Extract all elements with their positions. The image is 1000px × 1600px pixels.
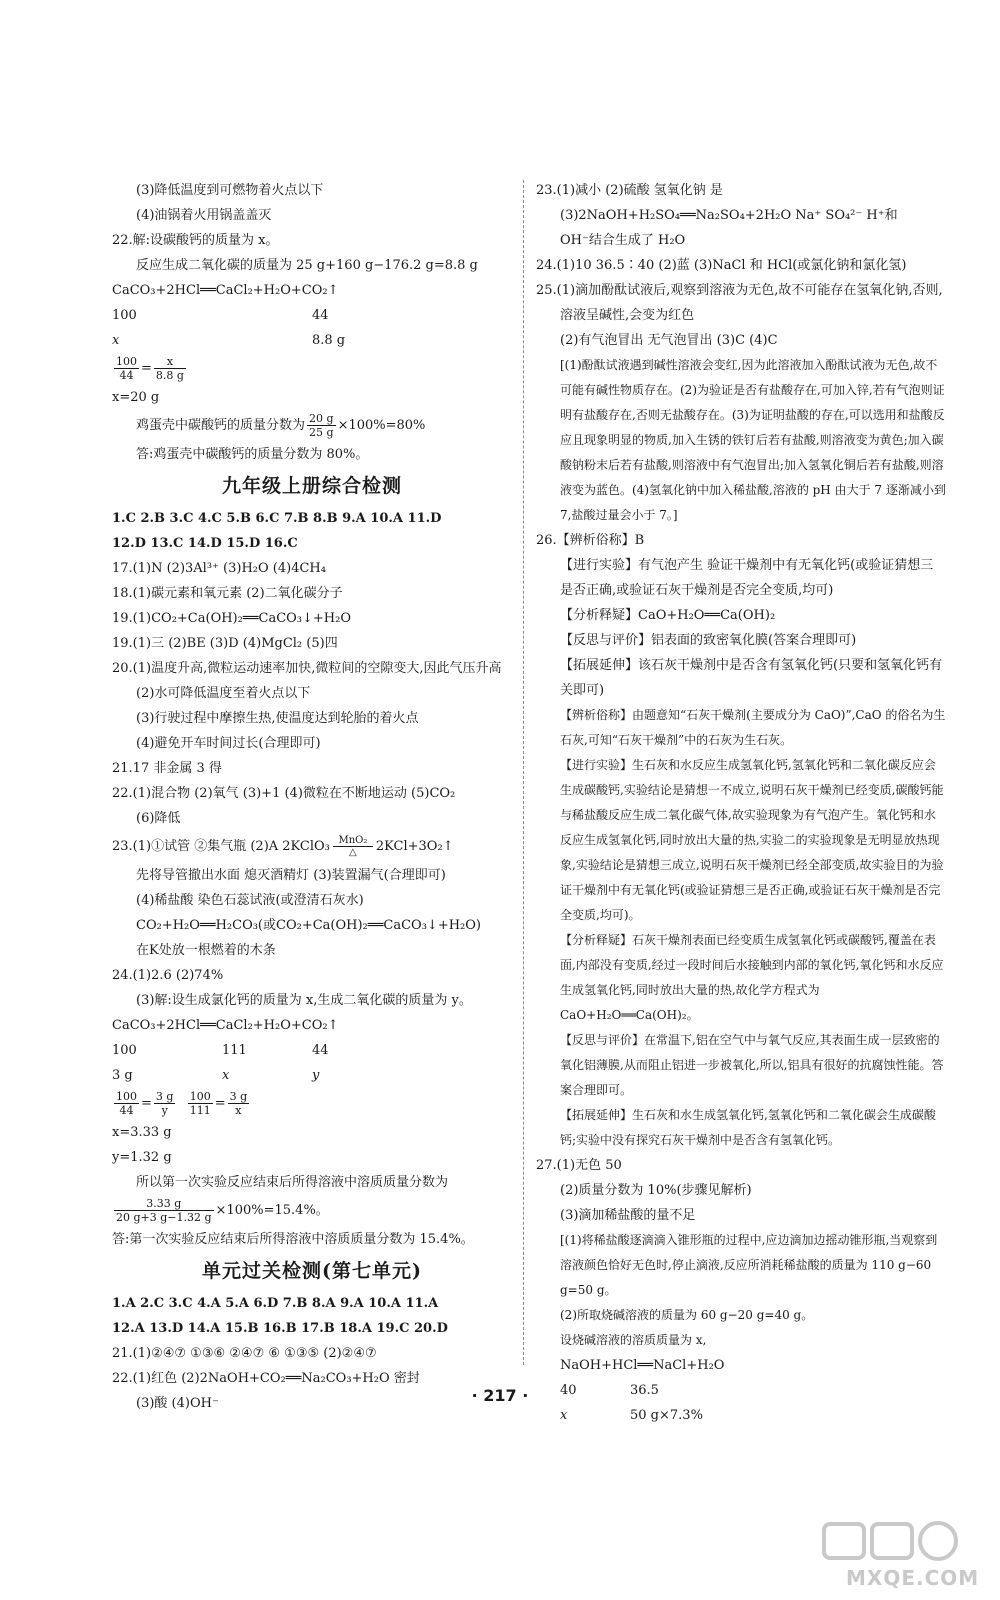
q22-co2-mass: 反应生成二氧化碳的质量为 25 g+160 g−176.2 g=8.8 g [136,258,478,273]
unit-answer-22-1: 22.(1)红色 (2)2NaOH+CO₂══Na₂CO₃+H₂O 密封 [112,1371,420,1386]
r-answer-27-2: (2)质量分数为 10%(步骤见解析) [560,1183,752,1198]
q21-part3: (3)降低温度到可燃物着火点以下 [136,183,324,198]
r-answer-24: 24.(1)10 36.5∶40 (2)蓝 (3)NaCl 和 HCl(或氯化钠和氯化氢) [536,258,907,273]
q22-equation: CaCO₃+2HCl══CaCl₂+H₂O+CO₂↑ [112,283,339,298]
answer-23-3: (4)稀盐酸 染色石蕊试液(或澄清石灰水) [136,893,364,908]
q22-intro: 22.解:设碳酸钙的质量为 x。 [112,233,279,248]
r-answer-27-ratio-row2 [536,1403,946,1428]
a24-frac4-num: 3 g [229,1090,248,1103]
answer-18-eq: 19.(1)CO₂+Ca(OH)₂══CaCO₃↓+H₂O [112,611,352,626]
a24-frac2-den: y [161,1104,168,1117]
q22-percent-frac [307,412,336,439]
r-answer-27-equation: NaOH+HCl══NaCl+H₂O [560,1358,725,1373]
answer-23-1 [112,831,512,863]
q22-percent-num: 20 g [309,412,334,425]
answer-23-1-products: 2KCl+3O₂↑ [375,839,454,854]
answer-21: 21.17 非金属 3 得 [112,761,222,776]
a24-frac3-den: 111 [189,1104,211,1117]
a24-percent-result: ×100%=15.4%。 [215,1203,329,1218]
a24-frac4-den: x [235,1104,242,1117]
q22-r1a: 100 [112,308,137,323]
r-answer-26-exp2: 【进行实验】生石灰和水反应生成氢氧化钙,氢氧化钙和二氧化碳反应会生成碳酸钙,实验结论是猜想一不成立,说明石灰干燥剂已经变质,碳酸钙能与稀盐酸反应生成二氧化碳气体,故实验现象为有气泡产生。氧化钙和水反应生成氢氧化钙,同时放出大量的热,实验二的实验现象是无明显放热现象,实验结论是猜想三成立,说明石灰干燥剂已经全部变质,故实验目的为验证干燥剂中有无氧化钙(或验证猜想三是否正确,或验证石灰干燥剂是否完全变质,均可)。 [560,758,944,922]
section-heading-comprehensive: 九年级上册综合检测 [221,475,402,497]
section-heading-unit7: 单元过关检测(第七单元) [202,1260,422,1282]
answer-17: 17.(1)N (2)3Al³⁺ (3)H₂O (4)4CH₄ [112,561,326,576]
r-answer-27-exp1: [(1)将稀盐酸逐滴滴入锥形瓶的过程中,应边滴加边摇动锥形瓶,当观察到溶液颜色恰好无色时,停止滴液,反应所消耗稀盐酸的质量为 110 g−60 g=50 g。 [560,1233,938,1297]
answer-24-percent [112,1195,512,1227]
a24-frac4 [228,1090,250,1117]
unit-answers-row1: 1.A 2.C 3.C 4.A 5.A 6.D 7.B 8.A 9.A 10.A 11.A [112,1296,439,1311]
column-divider [523,180,524,1365]
r-answer-27-exp2: (2)所取烧碱溶液的质量为 60 g−20 g=40 g。 [560,1308,814,1322]
a24-r1a: 100 [112,1043,137,1058]
q22-result: x=20 g [112,390,160,405]
answer-18: 18.(1)碳元素和氧元素 (2)二氧化碳分子 [112,586,343,601]
catalyst-label: MnO₂ [338,835,368,846]
q22-r1b: 44 [312,308,329,323]
r-answer-27-exp3: 设烧碱溶液的溶质质量为 x, [560,1333,707,1347]
answer-20-2: (2)水可降低温度至着火点以下 [136,686,311,701]
q22-percent-den: 25 g [309,426,334,439]
mc-answers-row2: 12.D 13.C 14.D 15.D 16.C [112,536,298,551]
reaction-condition [333,835,373,858]
q22-r2a: x [112,333,120,348]
r-answer-26-2: 【进行实验】有气泡产生 验证干燥剂中有无氧化钙(或验证猜想三是否正确,或验证石灰干燥剂是否完全变质,均可) [560,558,934,598]
q22-r2b: 8.8 g [312,333,346,348]
left-column [112,178,512,1416]
answer-20-3: (3)行驶过程中摩擦生热,使温度达到轮胎的着火点 [136,711,419,726]
answer-20-1: 20.(1)温度升高,微粒运动速率加快,微粒间的空隙变大,因此气压升高 [112,661,502,676]
r-answer-26-exp1: 【辨析俗称】由题意知“石灰干燥剂(主要成分为 CaO)”,CaO 的俗名为生石灰,可知“石灰干燥剂”中的石灰为生石灰。 [560,708,946,747]
q22-frac2-den: 8.8 g [155,369,184,382]
a24-r2b: x [222,1068,230,1083]
r-answer-26-1: 26.【辨析俗称】B [536,533,645,548]
q22-frac1 [114,355,139,382]
page-number: · 217 · [471,1386,529,1405]
a24-percent-num: 3.33 g [114,1197,214,1211]
r-answer-26-4: 【反思与评价】铝表面的致密氧化膜(答案合理即可) [560,633,857,648]
answer-24-proportions: $\frac{100}{44}$ = $\frac{3 g}{y}$ $\frac{100}{111}$ = $\frac{3 g}{x}$ [116,1090,248,1117]
answer-24-text: 所以第一次实验反应结束后所得溶液中溶质质量分数为 [136,1175,449,1190]
answer-24-ratio-row1 [112,1038,512,1063]
q22-frac2-num: x [154,355,186,369]
q22-ratio-row1 [112,303,512,328]
answer-24-ratio-row2 [112,1063,512,1088]
a24-percent-den: 20 g+3 g−1.32 g [116,1211,212,1224]
q22-percent [112,410,512,442]
q22-percent-text: 鸡蛋壳中碳酸钙的质量分数为 [136,418,306,433]
q22-frac2 [154,355,186,382]
a24-r2a: 3 g [112,1068,133,1083]
unit-answer-21: 21.(1)②④⑦ ①③⑥ ②④⑦ ⑥ ①③⑤ (2)②④⑦ [112,1346,377,1361]
answer-19: 19.(1)三 (2)BE (3)D (4)MgCl₂ (5)四 [112,636,338,651]
a24-frac3-num: 100 [189,1090,211,1103]
r-answer-26-exp5: 【拓展延伸】生石灰和水生成氢氧化钙,氢氧化钙和二氧化碳会生成碳酸钙;实验中没有探究石灰干燥剂中是否含有氢氧化钙。 [560,1108,936,1147]
answer-23-5: 在K处放一根燃着的木条 [136,943,276,958]
answer-23-4: CO₂+H₂O══H₂CO₃(或CO₂+Ca(OH)₂══CaCO₃↓+H₂O) [136,918,481,933]
answer-24-equation: CaCO₃+2HCl══CaCl₂+H₂O+CO₂↑ [112,1018,339,1033]
r-answer-26-exp4: 【反思与评价】在常温下,铝在空气中与氧气反应,其表面生成一层致密的氧化铝薄膜,从而阻止铝进一步被氧化,所以,铝具有很好的抗腐蚀性能。答案合理即可。 [560,1033,944,1097]
unit-answers-row2: 12.A 13.D 14.A 15.B 16.B 17.B 18.A 19.C 20.D [112,1321,448,1336]
r-answer-26-5: 【拓展延伸】该石灰干燥剂中是否含有氢氧化钙(只要和氢氧化钙有关即可) [560,658,943,698]
r-answer-27-3: (3)滴加稀盐酸的量不足 [560,1208,696,1223]
r-answer-26-3: 【分析释疑】CaO+H₂O══Ca(OH)₂ [560,608,776,623]
q22-frac1-num: 100 [116,355,137,368]
q22-percent-result: ×100%=80% [337,418,426,433]
a24-frac2-num: 3 g [155,1090,174,1103]
a24-frac1-num: 100 [116,1090,137,1103]
answer-23-1-text: 23.(1)①试管 ②集气瓶 (2)A 2KClO₃ [112,839,330,854]
r-answer-23-3: OH⁻结合生成了 H₂O [560,233,686,248]
r-answer-27-1: 27.(1)无色 50 [536,1158,622,1173]
mc-answers-row1: 1.C 2.B 3.C 4.C 5.B 6.C 7.B 8.B 9.A 10.A 11.D [112,511,442,526]
q22-proportion: $\frac{100}{44}$ = $\frac{x}{8.8 g}$ [116,355,184,382]
q22-ratio-row2 [112,328,512,353]
a24-percent-frac [114,1197,214,1224]
watermark-logo [822,1520,962,1562]
q21-part4: (4)油锅着火用锅盖盖灭 [136,208,272,223]
r27-r2b: 50 g×7.3% [630,1408,703,1423]
r27-r2a: x [560,1408,568,1423]
a24-frac3 [188,1090,213,1117]
unit-answer-22-2: (3)酸 (4)OH⁻ [136,1396,219,1411]
answer-22-1: 22.(1)混合物 (2)氧气 (3)+1 (4)微粒在不断地运动 (5)CO₂ [112,786,456,801]
right-column [536,178,946,1428]
r-answer-25-explanation: [(1)酚酞试液遇到碱性溶液会变红,因为此溶液加入酚酞试液为无色,故不可能有碱性物质存在。(2)为验证是否有盐酸存在,可加入锌,若有气泡则证明有盐酸存在,否则无盐酸存在。(3)为证明盐酸的存在,可以选用和盐酸反应且现象明显的物质,加入生锈的铁钉后若有盐酸,则溶液变为黄色;加入碳酸钠粉末后若有盐酸,则溶液中有气泡冒出;加入氢氧化铜后若有盐酸,则溶液变为蓝色。(4)氢氧化钠中加入稀盐酸,溶液的 pH 由大于 7 逐渐减小到 7,盐酸过量会小于 7。] [560,358,946,522]
a24-r2c: y [312,1068,320,1083]
heat-symbol: △ [349,847,357,858]
answer-24-x: x=3.33 g [112,1125,172,1140]
r-answer-26-exp3: 【分析释疑】石灰干燥剂表面已经变质生成氢氧化钙或碳酸钙,覆盖在表面,内部没有变质,经过一段时间后水接触到内部的氧化钙,氧化钙和水反应生成氢氧化钙,同时放出大量的热,故化学方程式为 CaO+H₂O══Ca(OH)₂。 [560,933,944,1022]
r-answer-23-2: (3)2NaOH+H₂SO₄══Na₂SO₄+2H₂O Na⁺ SO₄²⁻ H⁺和 [560,208,898,223]
q22-frac1-den: 44 [119,369,134,382]
answer-20-4: (4)避免开车时间过长(合理即可) [136,736,321,751]
answer-24-2: (3)解:设生成氯化钙的质量为 x,生成二氧化碳的质量为 y。 [136,993,472,1008]
r27-r1b: 36.5 [630,1383,659,1398]
q22-answer: 答:鸡蛋壳中碳酸钙的质量分数为 80%。 [136,447,369,462]
a24-frac1-den: 44 [119,1104,134,1117]
answer-22-2: (6)降低 [136,811,181,826]
r-answer-25-2: (2)有气泡冒出 无气泡冒出 (3)C (4)C [560,333,778,348]
a24-frac1 [114,1090,139,1117]
r27-r1a: 40 [560,1383,577,1398]
watermark-url: MXQE.COM [846,1566,980,1590]
a24-r1b: 111 [222,1043,247,1058]
answer-24-y: y=1.32 g [112,1150,172,1165]
answer-24-final: 答:第一次实验反应结束后所得溶液中溶质质量分数为 15.4%。 [112,1232,474,1247]
r-answer-25-1: 25.(1)滴加酚酞试液后,观察到溶液为无色,故不可能存在氢氧化钠,否则,溶液呈碱性,会变为红色 [536,283,943,323]
answer-24-1: 24.(1)2.6 (2)74% [112,968,224,983]
a24-r1c: 44 [312,1043,329,1058]
r-answer-23-1: 23.(1)减小 (2)硫酸 氢氧化钠 是 [536,183,723,198]
a24-frac2 [154,1090,176,1117]
answer-23-2: 先将导管撤出水面 熄灭酒精灯 (3)装置漏气(合理即可) [136,868,446,883]
